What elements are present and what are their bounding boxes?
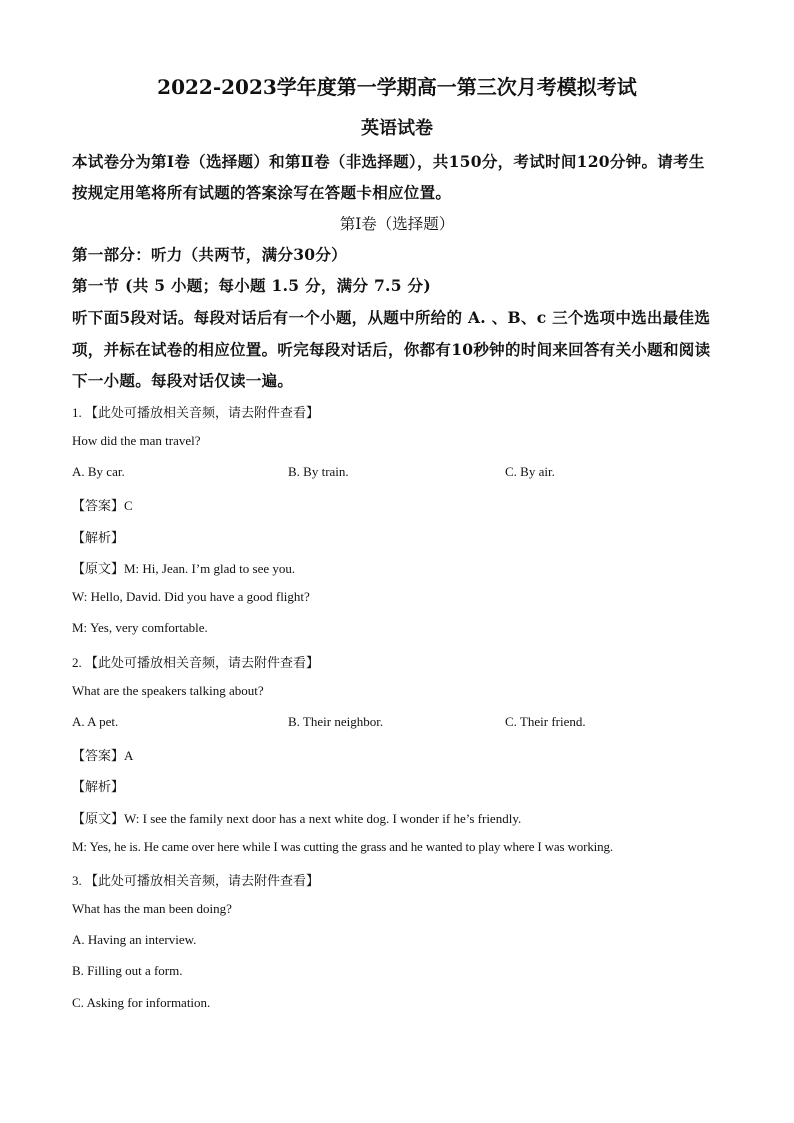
- option-c: C. By air.: [505, 464, 555, 479]
- analysis-label: 【解析】: [72, 779, 125, 794]
- option-c: C. Their friend.: [505, 714, 586, 729]
- intro-line: 按规定用笔将所有试题的答案涂写在答题卡相应位置。: [72, 183, 452, 202]
- transcript-line: W: Hello, David. Did you have a good flight?: [72, 589, 310, 604]
- question-number-audio: 1. 【此处可播放相关音频，请去附件查看】: [72, 405, 320, 420]
- answer-label: 【答案】C: [72, 498, 133, 513]
- option-a: A. Having an interview.: [72, 932, 197, 947]
- question-number-audio: 3. 【此处可播放相关音频，请去附件查看】: [72, 873, 320, 888]
- option-b: B. Their neighbor.: [288, 714, 384, 729]
- instruction-line: 项，并标在试卷的相应位置。听完每段对话后，你都有10秒钟的时间来回答有关小题和阅读: [72, 340, 711, 359]
- intro-line: 本试卷分为第Ⅰ卷（选择题）和第Ⅱ卷（非选择题），共150分，考试时间120分钟。请考生: [72, 152, 705, 171]
- question-text: How did the man travel?: [72, 433, 201, 448]
- transcript-line: 【原文】M: Hi, Jean. I’m glad to see you.: [72, 561, 296, 576]
- page-title: 2022-2023学年度第一学期高一第三次月考模拟考试: [157, 75, 637, 99]
- option-b: B. By train.: [288, 464, 349, 479]
- transcript-line: M: Yes, he is. He came over here while I was cutting the grass and he wanted to play where I was working.: [72, 839, 613, 854]
- instruction-line: 听下面5段对话。每段对话后有一个小题，从题中所给的 A. 、B、c 三个选项中选出最佳选: [72, 308, 711, 327]
- instruction-line: 下一小题。每段对话仅读一遍。: [72, 371, 294, 390]
- analysis-label: 【解析】: [72, 530, 125, 545]
- transcript-line: 【原文】W: I see the family next door has a next white dog. I wonder if he’s friendly.: [72, 811, 522, 826]
- page-subtitle: 英语试卷: [361, 118, 433, 139]
- part-heading: 第一部分：听力（共两节，满分30分）: [72, 245, 347, 264]
- question-text: What has the man been doing?: [72, 901, 232, 916]
- question-text: What are the speakers talking about?: [72, 683, 264, 698]
- option-a: A. A pet.: [72, 714, 119, 729]
- subsection-heading: 第一节 (共 5 小题；每小题 1.5 分，满分 7.5 分): [72, 276, 431, 295]
- option-c: C. Asking for information.: [72, 995, 211, 1010]
- option-b: B. Filling out a form.: [72, 963, 183, 978]
- transcript-line: M: Yes, very comfortable.: [72, 620, 208, 635]
- question-number-audio: 2. 【此处可播放相关音频，请去附件查看】: [72, 655, 320, 670]
- answer-label: 【答案】A: [72, 748, 134, 763]
- section-heading: 第Ⅰ卷（选择题）: [339, 215, 455, 233]
- option-a: A. By car.: [72, 464, 125, 479]
